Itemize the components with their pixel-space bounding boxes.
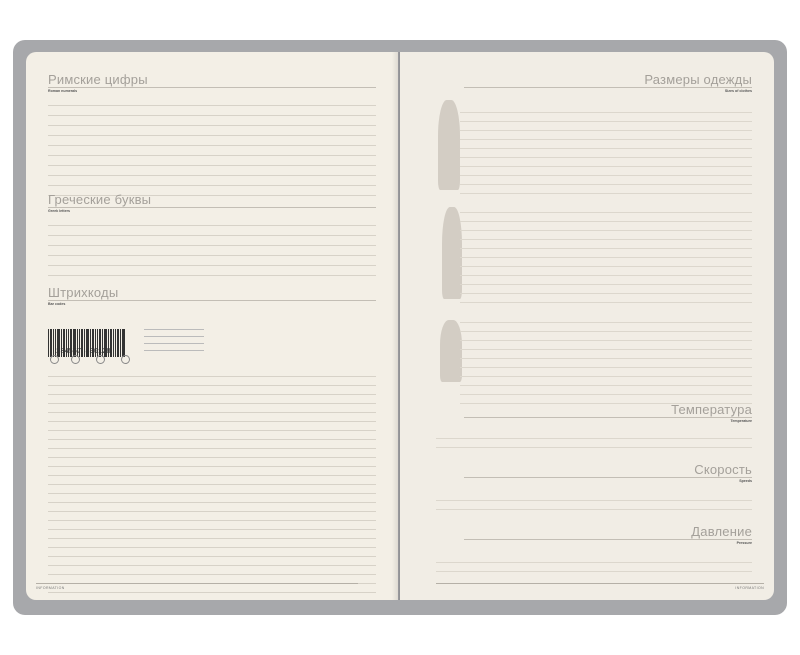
speed-table <box>436 492 752 510</box>
right-page <box>400 52 774 600</box>
barcode-marker-4 <box>121 355 130 364</box>
pressure-table <box>436 554 752 572</box>
temperature-table <box>436 430 752 448</box>
barcode-number: 234567 890128 <box>56 348 111 356</box>
clothes-sizes-rule <box>464 87 752 88</box>
woman-silhouette <box>442 207 462 299</box>
greek-letters-subtitle: Greek letters <box>48 209 70 213</box>
roman-numerals-table <box>48 96 376 196</box>
temperature-title: Температура <box>671 402 752 417</box>
barcode-country-table <box>48 368 376 600</box>
speed-rule <box>464 477 752 478</box>
right-footer: INFORMATION <box>735 586 764 590</box>
left-footer: INFORMATION <box>36 586 65 590</box>
man-silhouette <box>438 100 460 190</box>
greek-letters-title: Греческие буквы <box>48 192 152 207</box>
pressure-title: Давление <box>691 524 752 539</box>
greek-letters-rule <box>48 207 376 208</box>
temperature-rule <box>464 417 752 418</box>
barcode-legend-line <box>144 338 204 344</box>
barcodes-rule <box>48 300 376 301</box>
barcode-marker-3 <box>96 355 105 364</box>
barcode-marker-2 <box>71 355 80 364</box>
temperature-subtitle: Temperature <box>730 419 752 423</box>
barcodes-title: Штрихкоды <box>48 285 119 300</box>
roman-numerals-rule <box>48 87 376 88</box>
clothes-sizes-title: Размеры одежды <box>644 72 752 87</box>
barcode-legend-line <box>144 345 204 351</box>
speed-subtitle: Speeds <box>739 479 752 483</box>
left-page <box>26 52 398 600</box>
pressure-subtitle: Pressure <box>736 541 752 545</box>
barcode-legend-line <box>144 331 204 337</box>
barcode-legend-line <box>144 324 204 330</box>
greek-letters-table <box>48 216 376 276</box>
barcode-marker-1 <box>50 355 59 364</box>
childrens-sizes-table <box>460 314 752 404</box>
left-footer-rule <box>36 583 358 584</box>
children-silhouette <box>440 320 462 382</box>
clothes-sizes-subtitle: Sizes of clothes <box>724 89 752 93</box>
speed-title: Скорость <box>694 462 752 477</box>
mens-sizes-table <box>460 104 752 194</box>
roman-numerals-title: Римские цифры <box>48 72 148 87</box>
roman-numerals-subtitle: Roman numerals <box>48 89 78 93</box>
womens-sizes-table <box>460 204 752 303</box>
pressure-rule <box>464 539 752 540</box>
barcodes-subtitle: Bar codes <box>48 302 66 306</box>
right-footer-rule <box>436 583 764 584</box>
